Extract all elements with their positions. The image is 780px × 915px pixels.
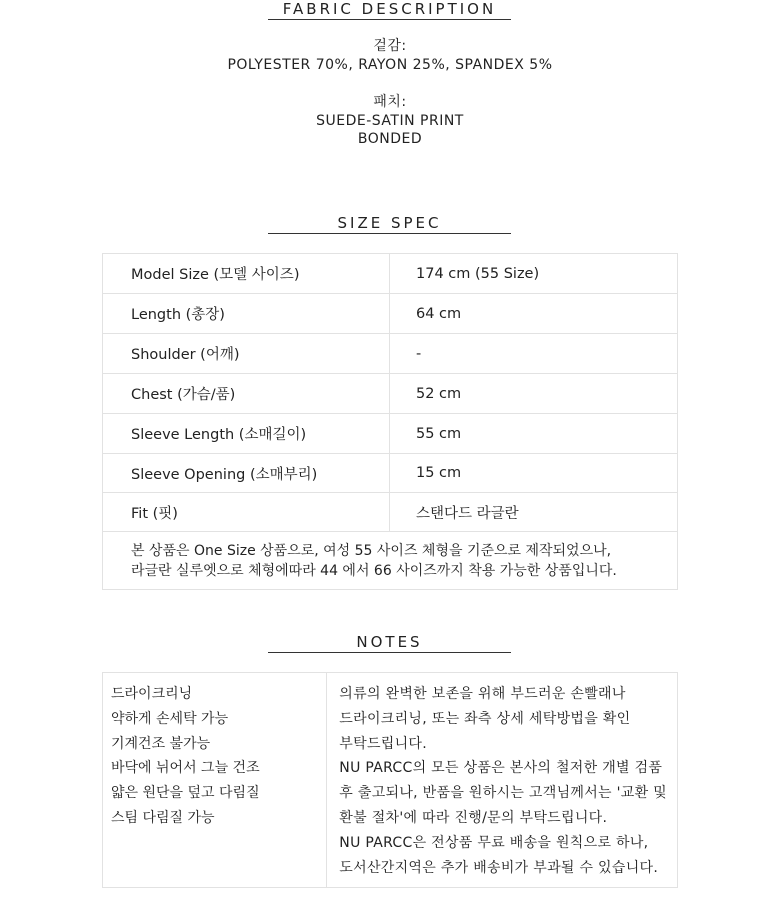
notes-info-line: 의류의 완벽한 보존을 위해 부드러운 손빨래나: [339, 686, 626, 702]
table-row: [103, 454, 678, 493]
notes-info-line: NU PARCC은 전상품 무료 배송을 원칙으로 하나,: [339, 834, 649, 851]
size-spec-title: SIZE SPEC: [268, 214, 511, 234]
list-item: 드라이크리닝: [111, 686, 193, 702]
list-item: 바닥에 뉘어서 그늘 건조: [111, 760, 260, 777]
notes-info-line: 부탁드립니다.: [339, 735, 427, 752]
spec-label: Length (총장): [103, 294, 390, 334]
list-item: 얇은 원단을 덮고 다림질: [111, 785, 260, 802]
notes-info-line: 환불 절차'에 따라 진행/문의 부탁드립니다.: [339, 809, 608, 826]
spec-value: 스탠다드 라글란: [390, 493, 678, 532]
spec-value: -: [390, 334, 678, 374]
spec-value: 15 cm: [390, 454, 678, 493]
notes-info-line: 후 출고되나, 반품을 원하시는 고객님께서는 '교환 및: [339, 785, 667, 802]
care-instructions: [103, 673, 327, 888]
notes-info-line: 도서산간지역은 추가 배송비가 부과될 수 있습니다.: [339, 859, 659, 876]
fabric-outer-block: [0, 37, 780, 74]
list-item: 기계건조 불가능: [111, 735, 211, 752]
fabric-patch-value-2: BONDED: [357, 131, 423, 147]
spec-value: 52 cm: [390, 374, 678, 414]
spec-label: Shoulder (어깨): [103, 334, 390, 374]
fabric-patch-value-1: SUEDE-SATIN PRINT: [316, 112, 464, 129]
spec-label: Sleeve Opening (소매부리): [103, 454, 390, 493]
spec-value: 55 cm: [390, 414, 678, 454]
fabric-patch-label: 패치:: [373, 94, 407, 110]
table-row: [103, 673, 678, 888]
notes-info-line: 드라이크리닝, 또는 좌측 상세 세탁방법을 확인: [339, 710, 631, 727]
table-row: [103, 374, 678, 414]
spec-label: Fit (핏): [103, 493, 390, 532]
notes-table: [102, 672, 678, 888]
fabric-outer-value: POLYESTER 70%, RAYON 25%, SPANDEX 5%: [227, 56, 553, 73]
size-note-line-2: 라글란 실루엣으로 체형에따라 44 에서 66 사이즈까지 착용 가능한 상품입니다.: [131, 562, 617, 579]
size-note-line-1: 본 상품은 One Size 상품으로, 여성 55 사이즈 체형을 기준으로 제작되었으나,: [131, 542, 612, 559]
table-row: [103, 414, 678, 454]
table-row: [103, 532, 678, 590]
spec-label: Sleeve Length (소매길이): [103, 414, 390, 454]
spec-value: 64 cm: [390, 294, 678, 334]
table-row: [103, 254, 678, 294]
notes-info: [327, 673, 678, 888]
table-row: [103, 493, 678, 532]
notes-title: NOTES: [268, 633, 511, 653]
fabric-description-title: FABRIC DESCRIPTION: [268, 0, 511, 20]
spec-value: 174 cm (55 Size): [390, 254, 678, 294]
list-item: 약하게 손세탁 가능: [111, 710, 229, 727]
size-spec-table: [102, 253, 678, 590]
fabric-outer-label: 겉감:: [373, 38, 407, 54]
fabric-patch-block: [0, 93, 780, 149]
table-row: [103, 334, 678, 374]
size-note: [103, 532, 678, 590]
spec-label: Model Size (모델 사이즈): [103, 254, 390, 294]
spec-label: Chest (가슴/품): [103, 374, 390, 414]
table-row: [103, 294, 678, 334]
notes-info-line: NU PARCC의 모든 상품은 본사의 철저한 개별 검품: [339, 760, 663, 777]
list-item: 스팀 다림질 가능: [111, 809, 215, 826]
